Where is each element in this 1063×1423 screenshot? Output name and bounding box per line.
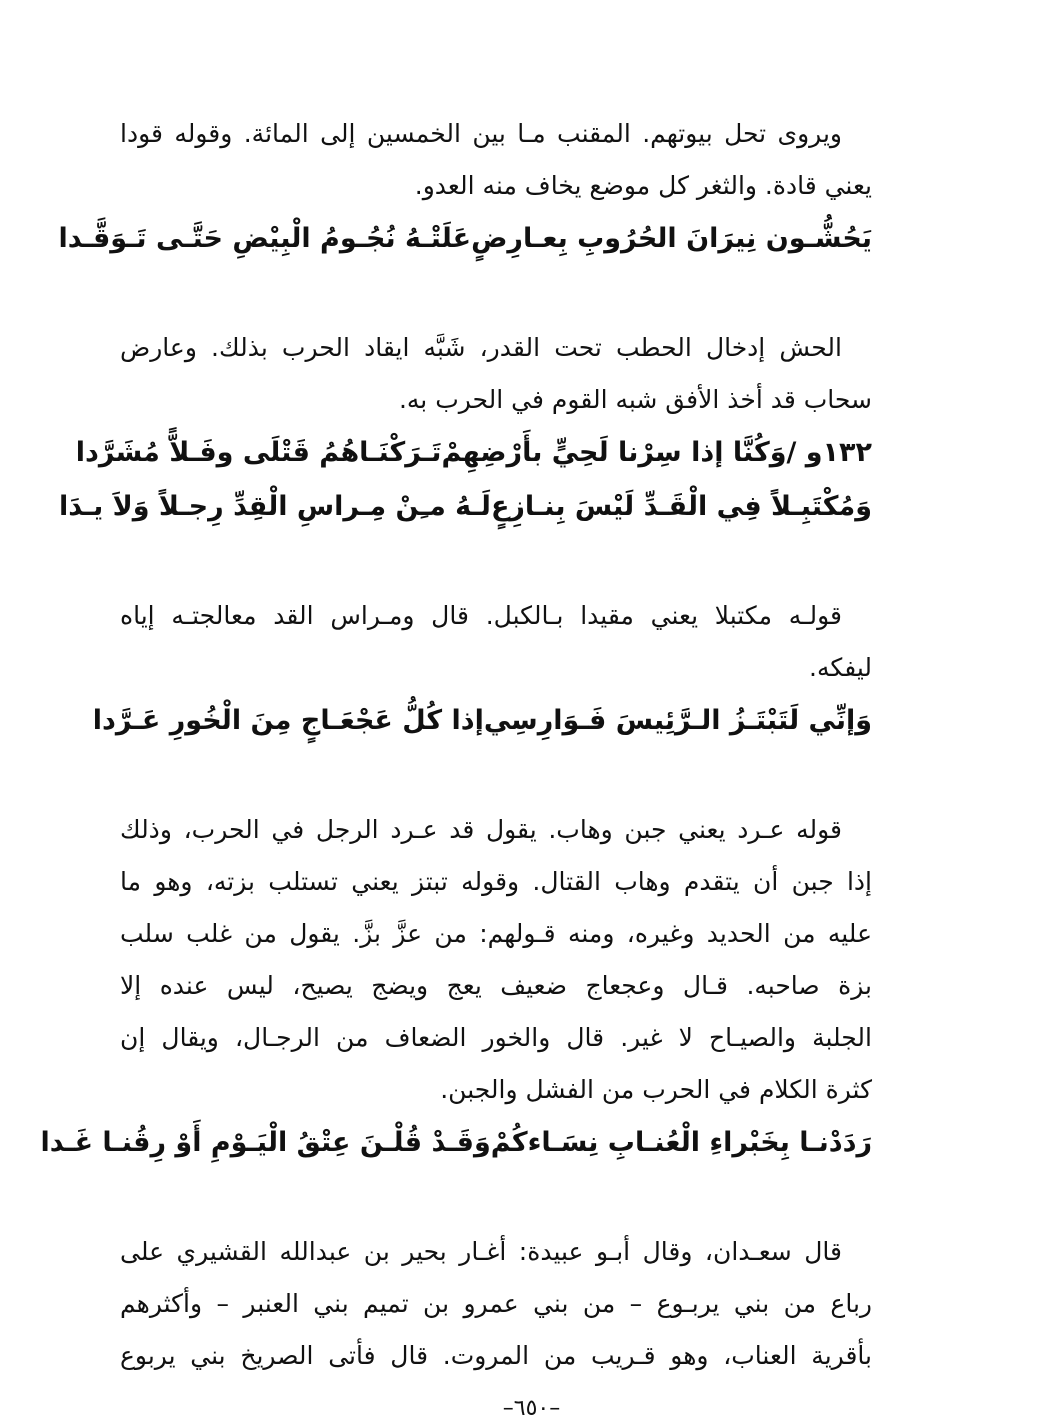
verse-block [92, 694, 872, 748]
verse-first-hemistich: ١٣٢و /وَكُنَّا إذا سِرْنا لَحِيٍّ بأَرْضِهِمْ [441, 437, 872, 468]
prose-line: قال سعـدان، وقال أبـو عبيدة: أغـار بحير بن عبدالله القشيري على [120, 1237, 842, 1266]
prose-line: بأقرية العناب، وهو قـريب من المروت. قال فأتى الصريخ بني يربوع [120, 1341, 872, 1370]
prose-line: إذا جبن أن يتقدم وهاب القتال. وقوله تبتز يعني تستلب بزته، وهو ما [120, 867, 872, 896]
verse-line [58, 212, 872, 266]
verse-first-hemistich: رَدَدْنـا بِخَبْراءِ الْعُنـابِ نِسَـاءكُمْ [490, 1127, 872, 1158]
verse-second-hemistich: تَـرَكْنَـاهُمُ قَتْلَى وفَـلاًّ مُشَرَّدا [75, 437, 442, 468]
prose-line: الجلبة والصيـاح لا غير. قال والخور الضعاف من الرجـال، ويقال إن [120, 1023, 872, 1052]
prose-line: سحاب قد أخذ الأفق شبه القوم في الحرب به. [398, 385, 872, 414]
prose-line: قولـه مكتبلا يعني مقيدا بـالكبل. قال ومـراس القد معالجتـه إياه [120, 601, 842, 630]
verse-first-hemistich: وَإنِّي لَتَبْتَـزُ الـرَّئِيسَ فَـوَارِسِي [483, 705, 872, 736]
verse-block [40, 1116, 872, 1170]
verse-block [58, 212, 872, 266]
spacer [120, 266, 872, 322]
prose-paragraph [120, 804, 872, 1116]
prose-line: كثرة الكلام في الحرب من الفشل والجبن. [440, 1075, 872, 1104]
prose-line: الحش إدخال الحطب تحت القدر، شَبَّه ايقاد الحرب بذلك. وعارض [120, 333, 842, 362]
prose-line: قوله عـرد يعني جبن وهاب. يقول قد عـرد الرجل في الحرب، وذلك [120, 815, 842, 844]
verse-line [75, 426, 872, 480]
verse-line [59, 480, 872, 534]
prose-line: رباع من بني يربـوع – من بني عمرو بن تميم بني العنبر – وأكثرهم [120, 1289, 872, 1318]
verse-second-hemistich: وَقَـدْ قُلْـنَ عِتْقُ الْيَـوْمِ أَوْ رِقُنـا غَـدا [40, 1127, 491, 1158]
page-body [40, 108, 872, 1382]
verse-first-hemistich: يَحُشُّـون نِيرَانَ الحُرُوبِ بِعـارِضٍ [471, 223, 872, 254]
verse-second-hemistich: عَلَتْـهُ نُجُـومُ الْبِيْضِ حَتَّـى تَـوَقَّـدا [58, 223, 472, 254]
verse-second-hemistich: إذا كُلُّ عَجْعَـاجٍ مِنَ الْخُورِ عَـرَّدا [92, 705, 484, 736]
verse-block [59, 426, 872, 534]
page-number: –٦٥٠– [502, 1396, 561, 1421]
prose-paragraph [120, 322, 872, 426]
prose-line: بزة صاحبه. قـال وعجعاج ضعيف يعج ويضج يصيح، ليس عنده إلا [120, 971, 872, 1000]
spacer [120, 534, 872, 590]
verse-second-hemistich: لَـهُ مـِنْ مِـراسِ الْقِدِّ رِجـلاً وَلاَ يـدَا [59, 491, 491, 522]
prose-line: يعني قادة. والثغر كل موضع يخاف منه العدو. [414, 171, 872, 200]
prose-paragraph [120, 1226, 872, 1382]
prose-line: ويروى تحل بيوتهم. المقنب مـا بين الخمسين إلى المائة. وقوله قودا [120, 119, 842, 148]
prose-line: عليه من الحديد وغيره، ومنه قـولهم: من عزَّ بزَّ. يقول من غلب سلب [120, 919, 872, 948]
spacer [120, 1170, 872, 1226]
verse-line [92, 694, 872, 748]
verse-line [40, 1116, 872, 1170]
spacer [120, 748, 872, 804]
prose-paragraph [120, 590, 872, 694]
prose-line: ليفكه. [809, 653, 872, 682]
prose-paragraph [120, 108, 872, 212]
verse-first-hemistich: وَمُكْتَبِـلاً فِي الْقَـدِّ لَيْسَ بِنـازِعٍ [490, 491, 872, 522]
